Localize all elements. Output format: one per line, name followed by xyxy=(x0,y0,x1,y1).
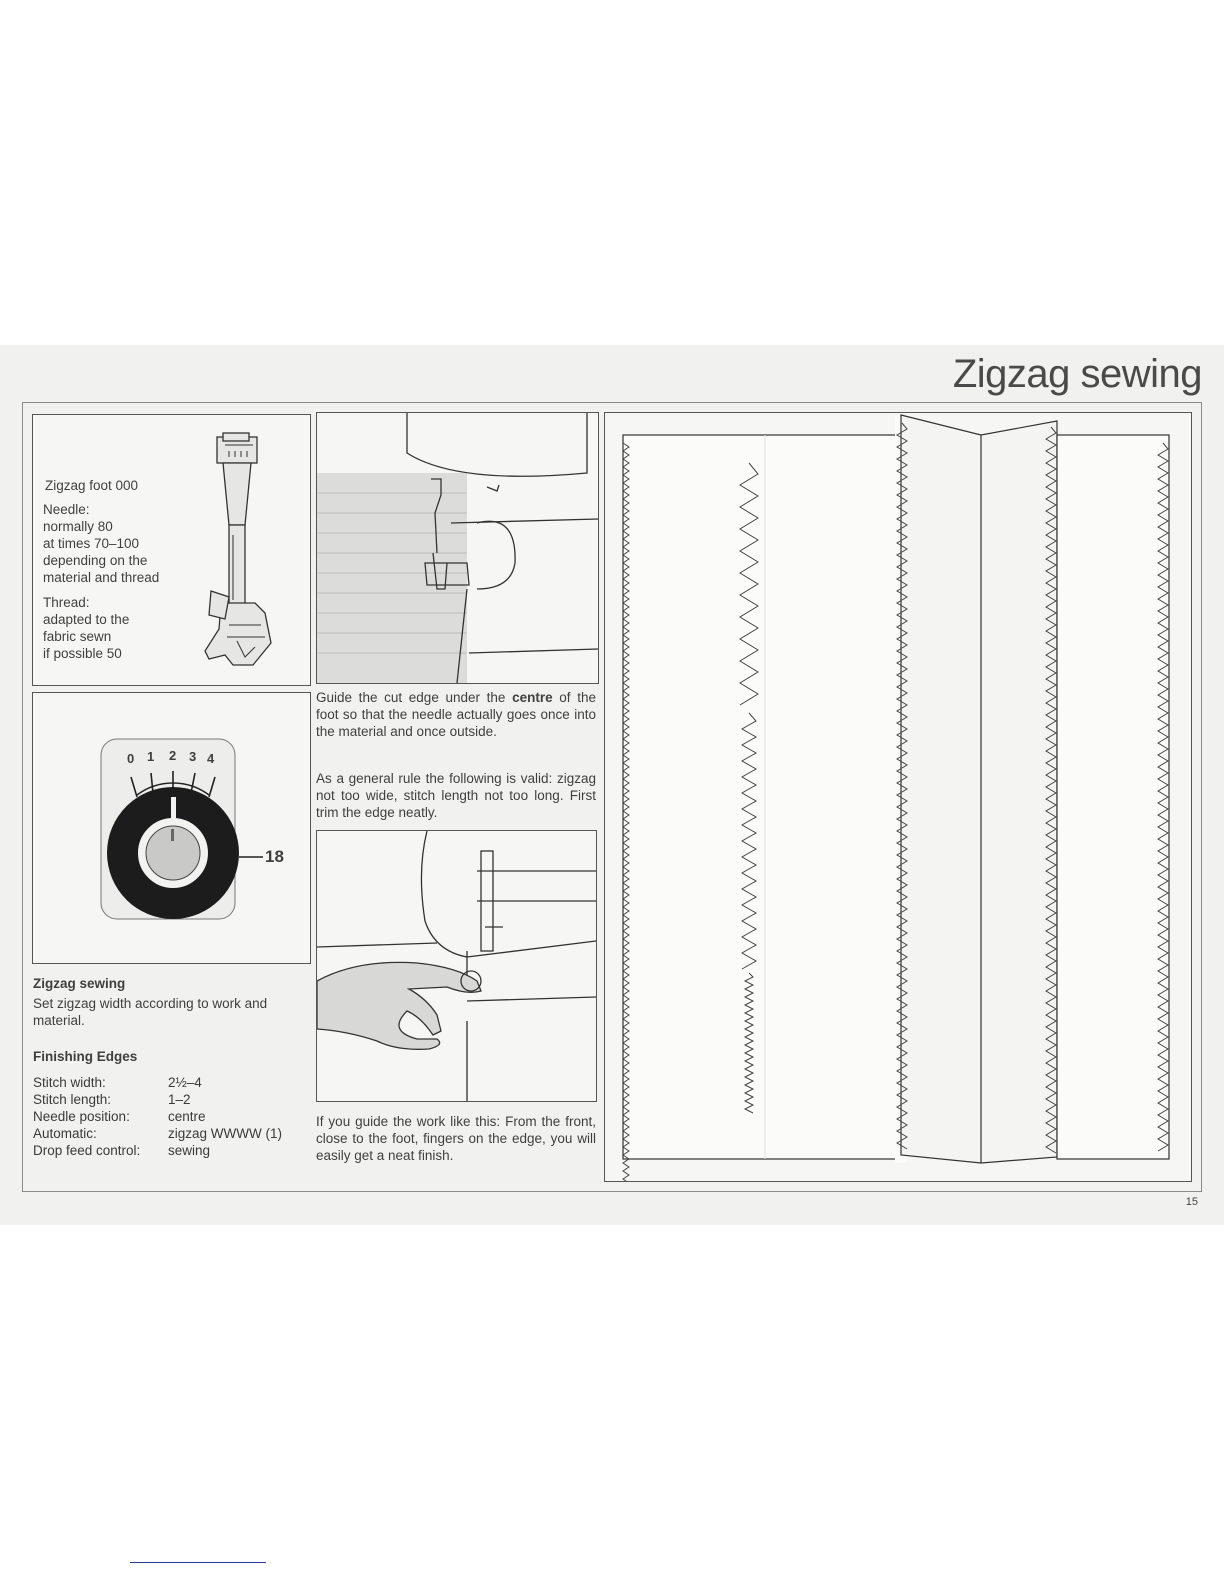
needle-line-4: material and thread xyxy=(43,570,160,585)
guide-text-post: of the foot so that the needle actually goes once into the material and once outside. xyxy=(316,690,596,739)
foot-info-box xyxy=(32,414,311,686)
needle-line-2: at times 70–100 xyxy=(43,536,140,551)
needle-label: Needle: xyxy=(43,502,90,517)
hand-guiding-illustration xyxy=(317,831,596,1101)
spec-value-drop-feed: sewing xyxy=(168,1143,211,1158)
spec-label-automatic: Automatic: xyxy=(33,1126,97,1141)
finishing-edges-heading: Finishing Edges xyxy=(33,1049,138,1064)
spec-label-stitch-width: Stitch width: xyxy=(33,1075,106,1090)
presser-foot-illustration xyxy=(33,415,310,685)
foot-name: Zigzag foot 000 xyxy=(45,478,139,493)
needle-foot-illustration xyxy=(317,413,598,683)
spec-value-stitch-length: 1–2 xyxy=(168,1092,191,1107)
zigzag-sewing-heading: Zigzag sewing xyxy=(33,976,126,991)
stitch-width-dial xyxy=(33,693,310,963)
dial-mark-3: 3 xyxy=(189,749,197,764)
dial-callout-number: 18 xyxy=(265,847,284,866)
page-title: Zigzag sewing xyxy=(952,352,1202,396)
hand-guide-text: If you guide the work like this: From the front, close to the foot, fingers on the edge, you will easily get a neat finish. xyxy=(316,1114,596,1163)
needle-line-1: normally 80 xyxy=(43,519,113,534)
guide-text xyxy=(316,689,596,740)
hand-illustration-box xyxy=(316,830,597,1102)
zigzag-fabric-samples xyxy=(605,413,1191,1181)
dial-mark-2: 2 xyxy=(169,748,177,763)
general-rule-text: As a general rule the following is valid: zigzag not too wide, stitch length not too long. First trim the edge neatly. xyxy=(316,771,596,820)
dial-mark-1: 1 xyxy=(147,749,155,764)
footer-rule xyxy=(130,1562,266,1563)
spec-label-needle-position: Needle position: xyxy=(33,1109,130,1124)
needle-line-3: depending on the xyxy=(43,553,148,568)
thread-line-1: adapted to the xyxy=(43,612,130,627)
spec-label-stitch-length: Stitch length: xyxy=(33,1092,112,1107)
thread-line-3: if possible 50 xyxy=(43,646,122,661)
fabric-samples-box xyxy=(604,412,1192,1182)
needle-foot-illustration-box xyxy=(316,412,599,684)
guide-text-bold: centre xyxy=(512,690,553,705)
thread-label: Thread: xyxy=(43,595,90,610)
dial-box xyxy=(32,692,311,964)
page-number: 15 xyxy=(1185,1196,1198,1208)
spec-label-drop-feed: Drop feed control: xyxy=(33,1143,141,1158)
dial-mark-4: 4 xyxy=(207,751,215,766)
spec-value-stitch-width: 2½–4 xyxy=(168,1075,202,1090)
dial-mark-0: 0 xyxy=(127,751,135,766)
spec-value-needle-position: centre xyxy=(168,1109,206,1124)
spec-value-automatic: zigzag WWWW (1) xyxy=(168,1126,282,1141)
zigzag-sewing-text: Set zigzag width according to work and material. xyxy=(33,996,268,1028)
thread-line-2: fabric sewn xyxy=(43,629,112,644)
guide-text-pre: Guide the cut edge under the xyxy=(316,690,513,705)
